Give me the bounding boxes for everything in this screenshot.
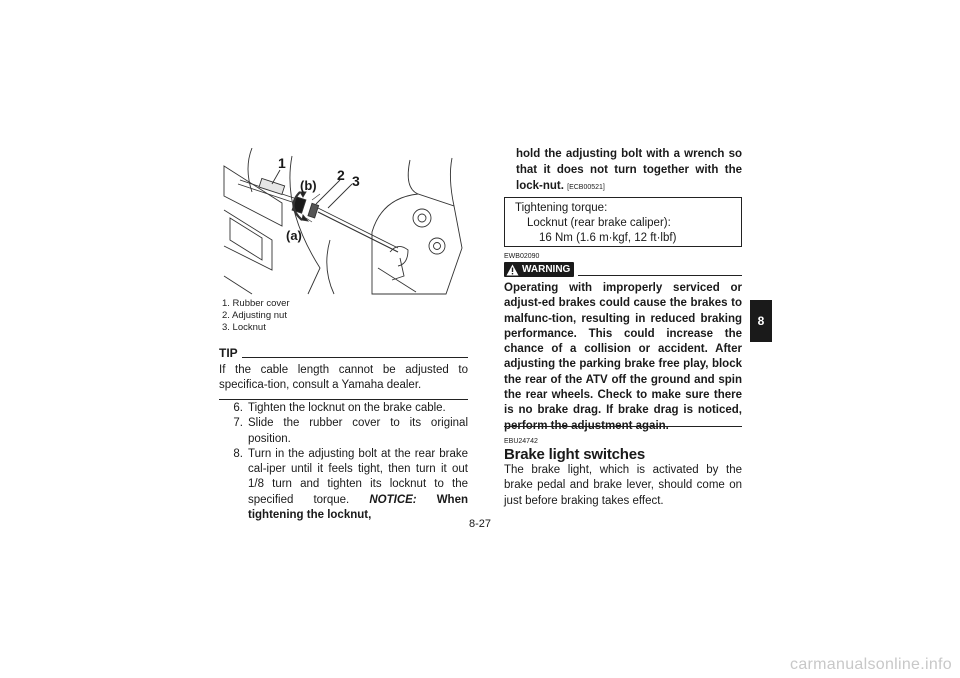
torque-spec-box [504, 197, 742, 247]
figure-label-2: 2 [337, 167, 345, 183]
section-code: EBU24742 [504, 438, 538, 445]
warning-badge [504, 262, 574, 277]
procedure-steps [219, 401, 468, 523]
torque-line-1: Tightening torque: [515, 202, 608, 214]
chapter-tab: 8 [750, 300, 772, 342]
figure-callouts [222, 298, 468, 334]
step-text: Tighten the locknut on the brake cable. [248, 402, 446, 414]
step-number: 8. [233, 447, 243, 460]
figure-label-a: (a) [286, 228, 302, 243]
notice-text: When tightening the locknut, [248, 493, 469, 522]
tip-text: If the cable length cannot be adjusted to specifica-tion, consult a Yamaha dealer. [219, 364, 468, 391]
step-7 [219, 416, 468, 447]
section-body: The brake light, which is activated by the brake pedal and brake lever, should come on just before braking takes effect. [504, 464, 742, 507]
brake-cable-figure [222, 148, 468, 296]
torque-line-3: 16 Nm (1.6 m·kgf, 12 ft·lbf) [539, 232, 677, 244]
warning-triangle-icon [506, 264, 519, 276]
warning-code: EWB02090 [504, 253, 540, 260]
step-text: Slide the rubber cover to its original position. [248, 417, 468, 445]
section-heading: Brake light switches [504, 446, 646, 463]
page-number: 8-27 [468, 518, 492, 530]
figure-label-3: 3 [352, 173, 360, 189]
warning-text: Operating with improperly serviced or adjust-ed brakes could cause the brakes to malfunc-tion, resulting in reduced braking performance. This could increase the chance of a collision or accident. After adjusting the parking brake free play, block the rear of the ATV off the ground and spin the rear wheels. Check to make sure there is no brake drag. If brake drag is noticed, perform the adjustment again. [504, 282, 742, 432]
callout-adjusting-nut: 2. Adjusting nut [222, 310, 287, 321]
torque-line-2: Locknut (rear brake caliper): [527, 217, 671, 229]
warning-rule [578, 275, 742, 276]
callout-rubber-cover: 1. Rubber cover [222, 298, 290, 309]
warning-header [504, 262, 742, 277]
tip-box [219, 346, 468, 400]
notice-code: [ECB00521] [567, 184, 605, 191]
notice-continued-text: hold the adjusting bolt with a wrench so that it does not turn together with the lock-nut. [516, 148, 742, 192]
step-number: 6. [233, 402, 243, 414]
figure-label-b: (b) [300, 178, 317, 193]
watermark: carmanualsonline.info [790, 656, 952, 673]
step-6 [219, 401, 468, 416]
notice-label: NOTICE: [369, 493, 417, 506]
notice-continued [516, 146, 742, 196]
step-number: 7. [233, 417, 243, 430]
warning-label: WARNING [522, 264, 571, 275]
callout-locknut: 3. Locknut [222, 322, 266, 333]
tip-end-rule [219, 399, 468, 400]
tip-rule [242, 357, 468, 358]
tip-title: TIP [219, 346, 238, 360]
figure-label-1: 1 [278, 155, 286, 171]
step-text: Turn in the adjusting bolt at the rear brake cal-iper until it feels tight, then turn it out 1/8 turn and tighten its locknut to the specified torque. [248, 447, 468, 506]
warning-end-rule [504, 426, 742, 427]
step-8 [219, 447, 468, 523]
